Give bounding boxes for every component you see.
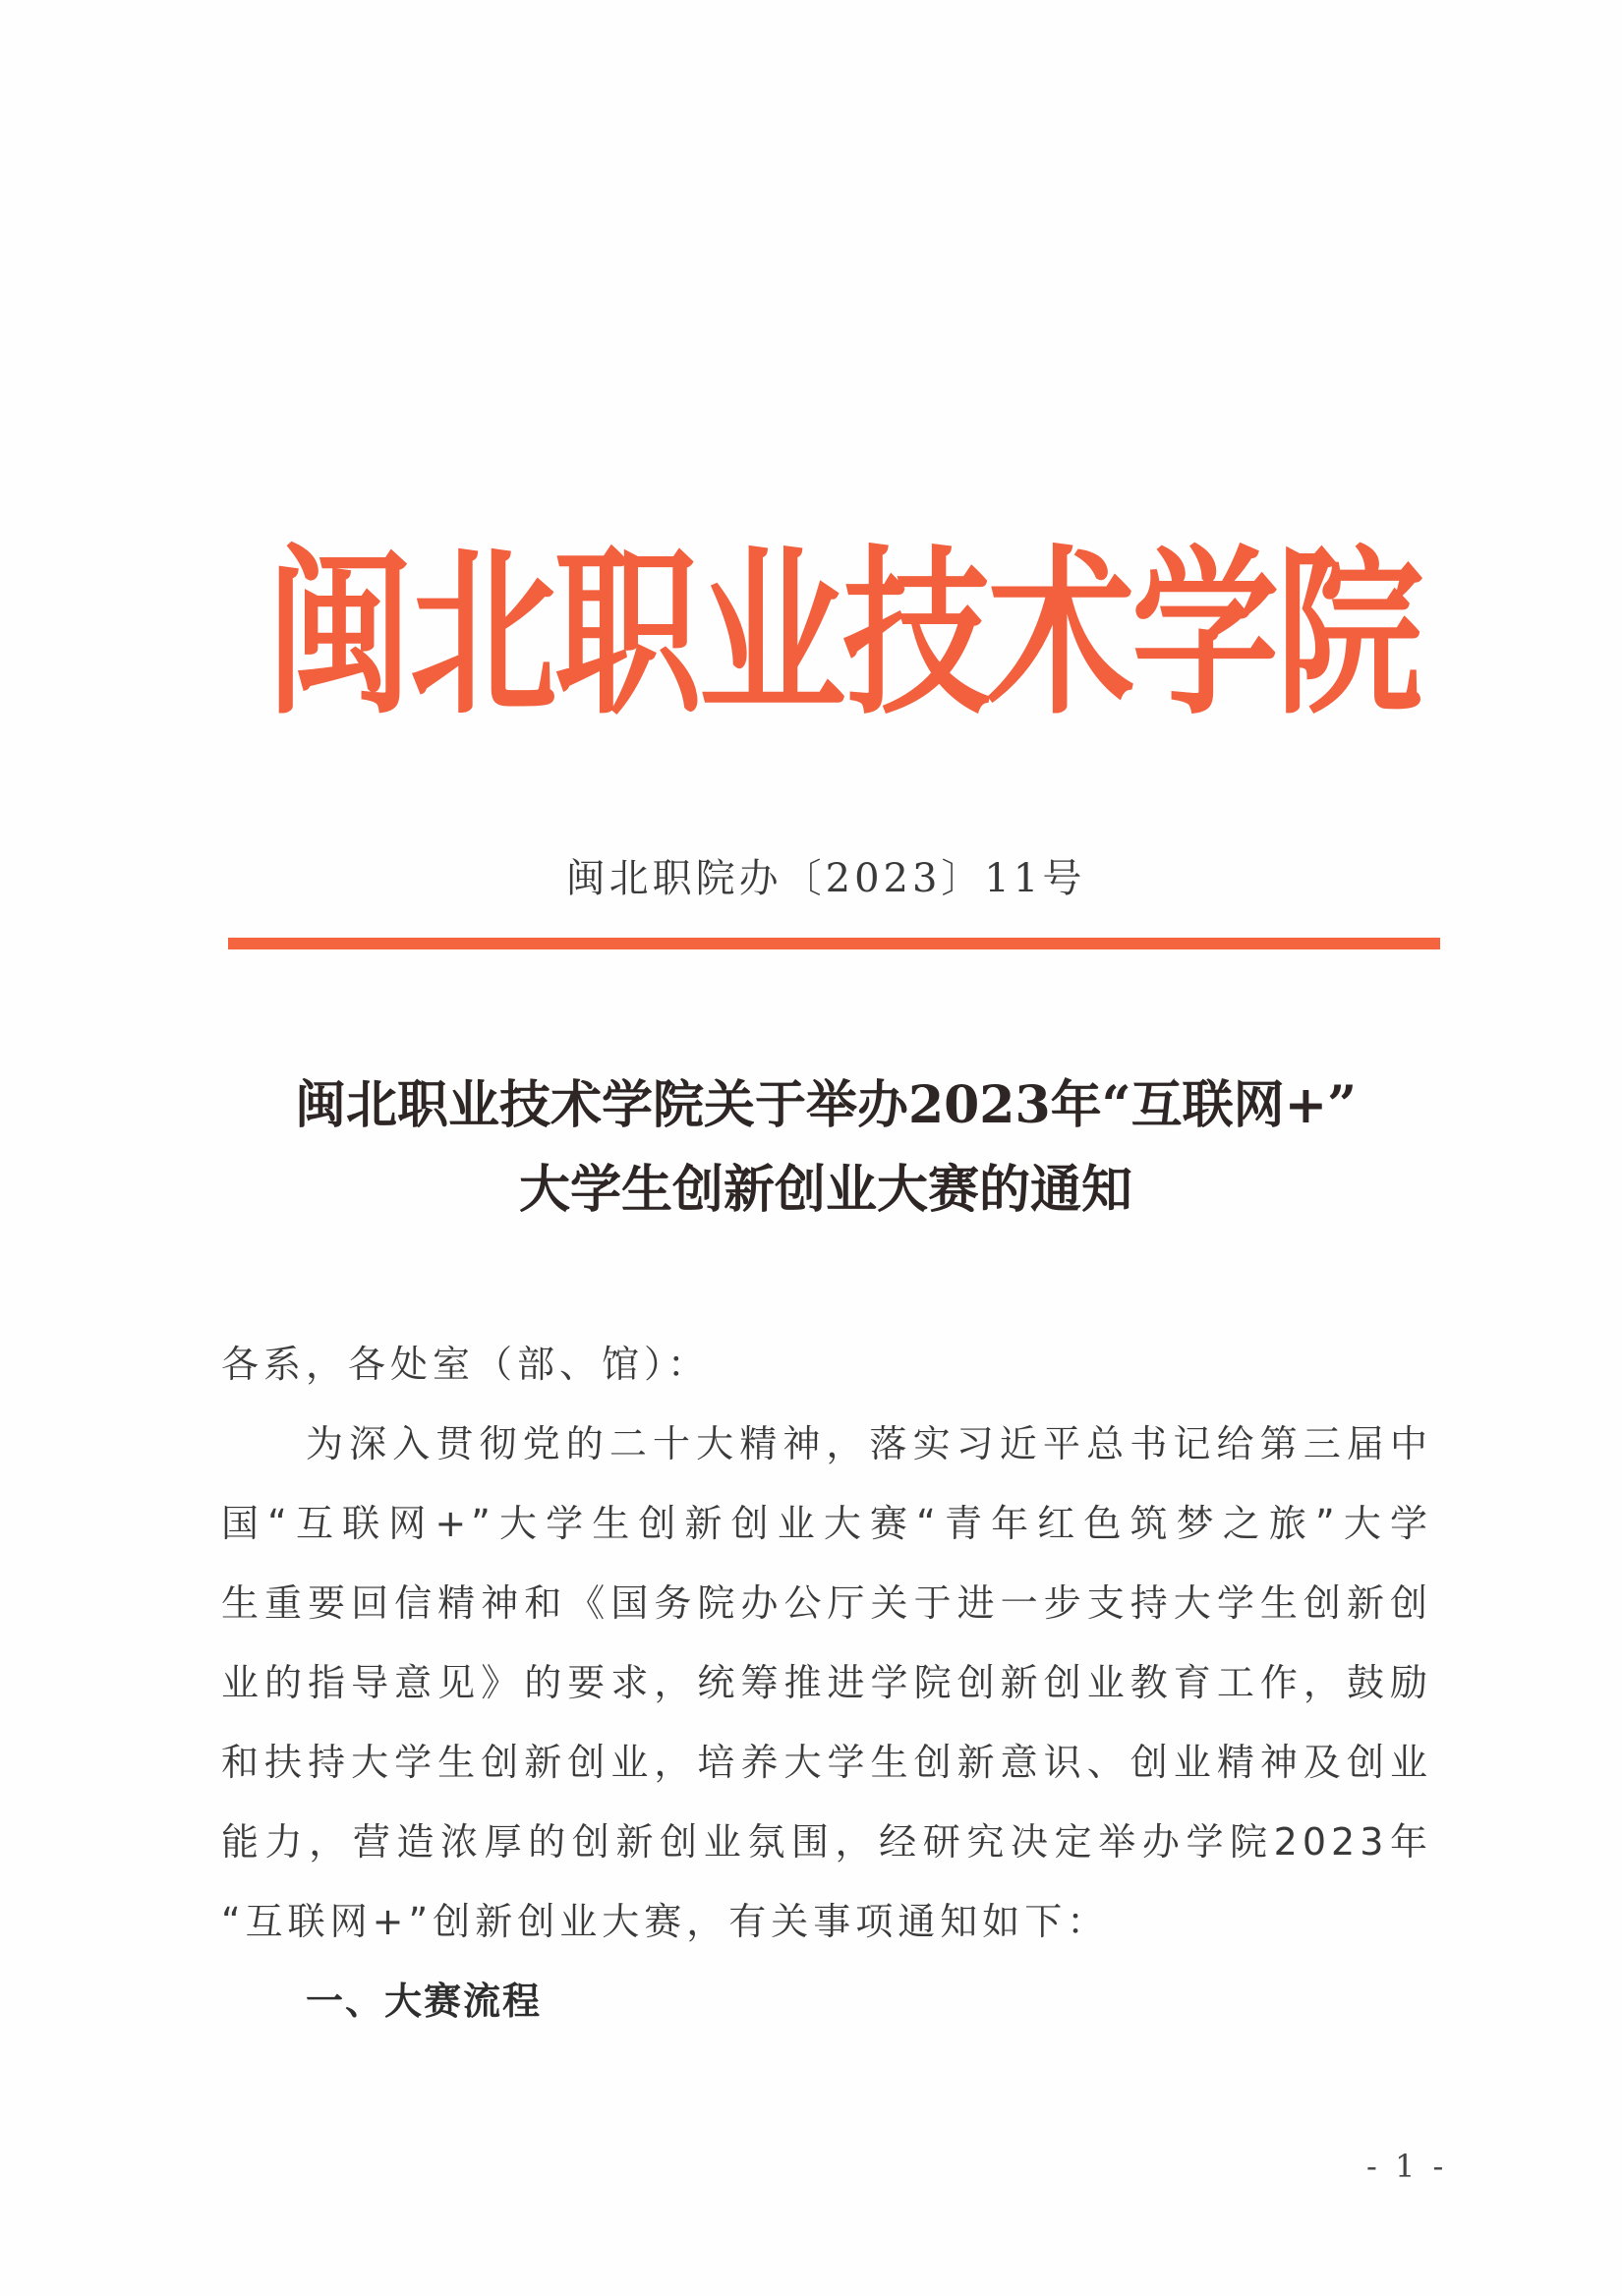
paragraph-line: 业的指导意见》的要求，统筹推进学院创新创业教育工作，鼓励	[221, 1661, 1432, 1704]
document-title	[216, 1063, 1435, 1233]
letterhead-char: 技	[842, 528, 991, 740]
letterhead-char: 闽	[265, 528, 414, 740]
salutation: 各系，各处室（部、馆）：	[221, 1343, 711, 1386]
section-heading: 一、大赛流程	[306, 1980, 543, 2023]
document-number: 闽北职院办〔2023〕11号	[565, 856, 1086, 901]
paragraph-line: 能力，营造浓厚的创新创业氛围，经研究决定举办学院2023年	[221, 1820, 1432, 1864]
title-line-1: 闽北职业技术学院关于举办2023年“互联网+”	[294, 1075, 1358, 1135]
letterhead-char: 业	[698, 528, 846, 740]
red-letterhead	[265, 528, 1423, 740]
paragraph-line: 国“互联网+”大学生创新创业大赛“青年红色筑梦之旅”大学	[221, 1502, 1432, 1545]
letterhead-char: 术	[987, 528, 1135, 740]
paragraph-line: 生重要回信精神和《国务院办公厅关于进一步支持大学生创新创	[221, 1581, 1432, 1625]
paragraph-line: “互联网+”创新创业大赛，有关事项通知如下：	[221, 1900, 1110, 1943]
page-number: - 1 -	[1366, 2148, 1448, 2185]
paragraph-line: 和扶持大学生创新创业，培养大学生创新意识、创业精神及创业	[221, 1741, 1432, 1784]
letterhead-char: 职	[553, 528, 702, 740]
document-body	[221, 1325, 1432, 2041]
red-divider-line	[228, 938, 1440, 949]
title-line-2: 大学生创新创业大赛的通知	[518, 1160, 1132, 1220]
letterhead-char: 北	[409, 528, 557, 740]
paragraph-line: 为深入贯彻党的二十大精神，落实习近平总书记给第三届中	[306, 1422, 1432, 1465]
letterhead-char: 院	[1275, 528, 1423, 740]
letterhead-char: 学	[1131, 528, 1280, 740]
